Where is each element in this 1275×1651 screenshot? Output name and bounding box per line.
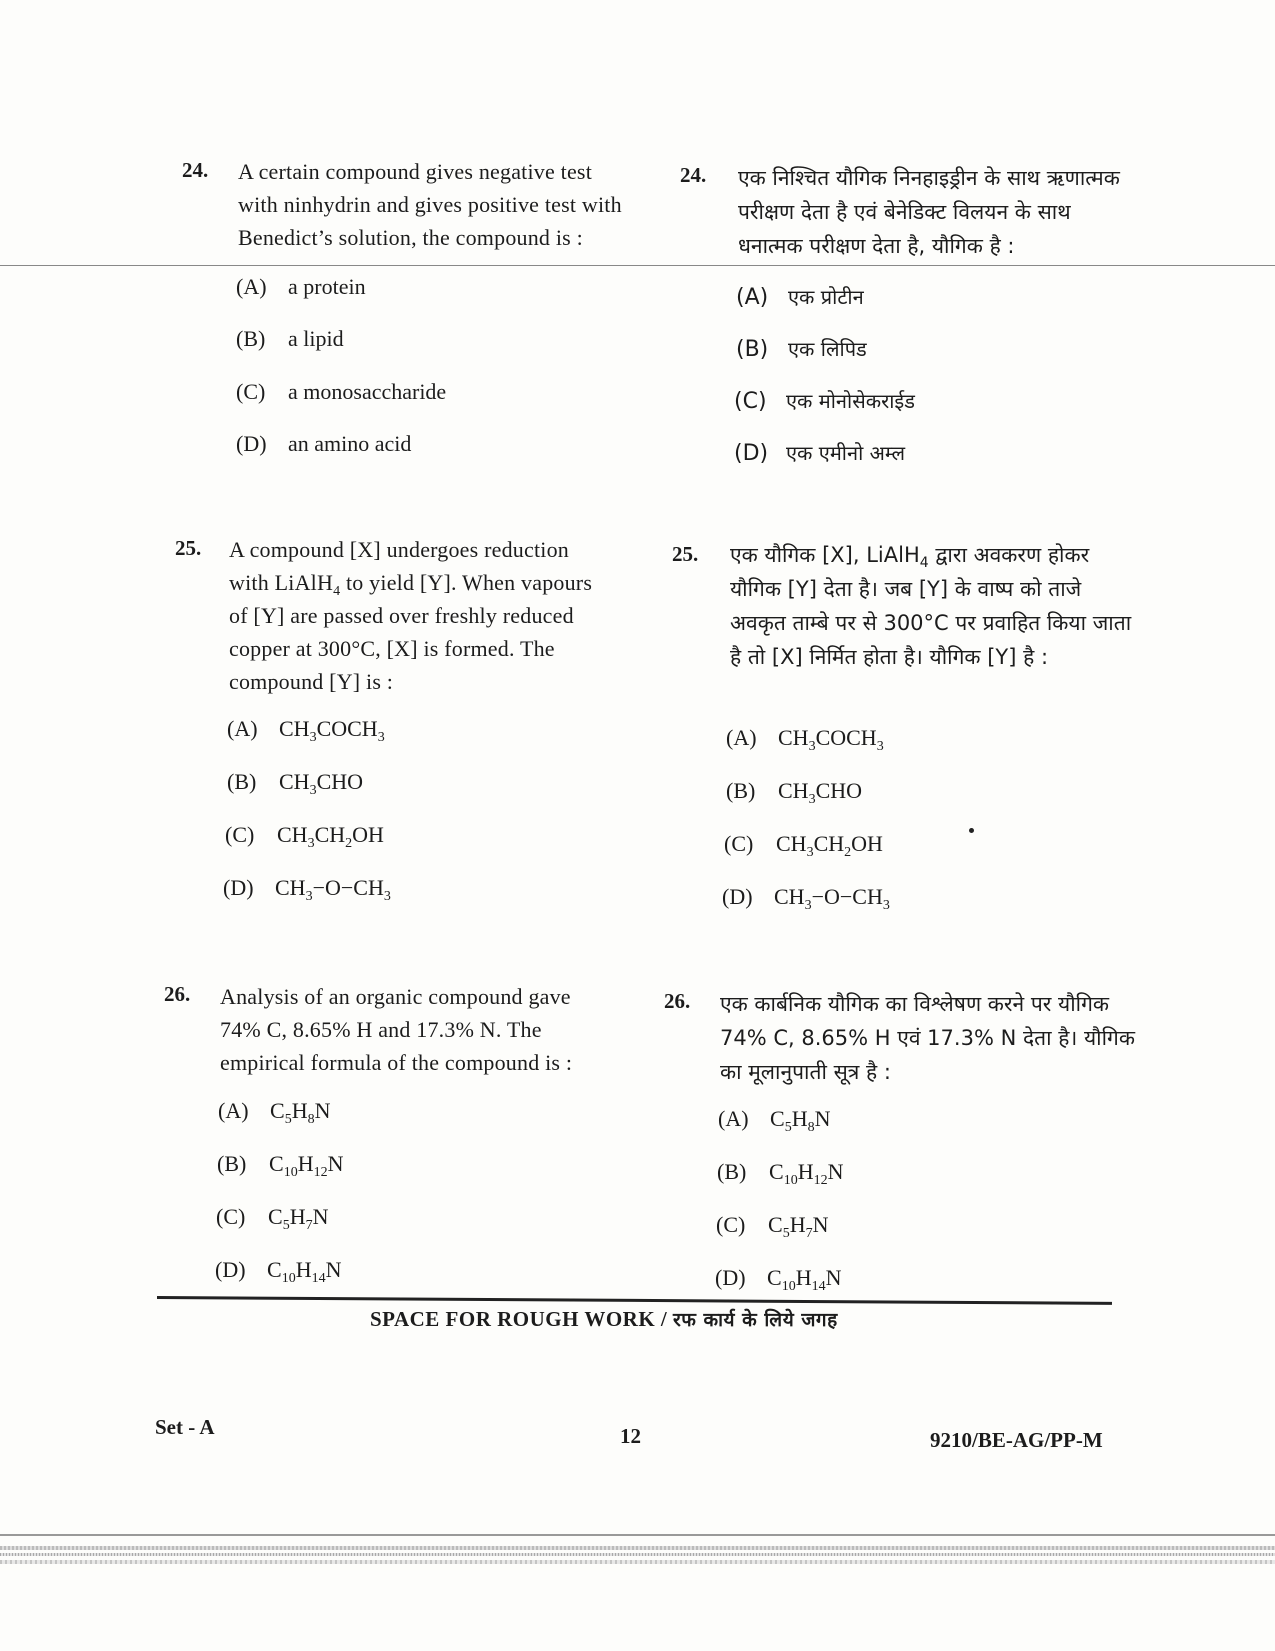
stem-line: copper at 300°C, [X] is formed. The [229,636,555,661]
subscript: 12 [313,1165,328,1180]
formula-part: N [314,1098,331,1123]
subscript: 3 [804,898,812,913]
subscript: 3 [806,845,814,860]
option-label: (A) [236,274,267,299]
formula-part: C [770,1106,785,1131]
formula-part: C [267,1257,282,1282]
stem-line: 74% C, 8.65% H एवं 17.3% N देता है। यौगिक [720,1026,1135,1050]
q25-option-b-hi[interactable] [726,778,863,807]
q24-option-a[interactable] [236,274,366,300]
subscript: 10 [783,1173,798,1188]
formula-part: N [312,1204,329,1229]
q24-option-d[interactable] [236,431,411,457]
option-label: (C) [724,831,754,856]
option-label: (C) [734,389,767,414]
q24-stem-en [238,155,648,254]
rough-work-label [370,1306,838,1332]
option-label: (B) [726,778,756,803]
stem-text: to yield [Y]. When vapours [340,570,593,595]
q24-option-b-hi[interactable] [736,335,867,362]
option-text: a monosaccharide [288,379,447,404]
stem-line: है तो [X] निर्मित होता है। यौगिक [Y] है : [730,645,1049,669]
option-label: (D) [223,875,254,900]
subscript: 8 [307,1112,315,1127]
option-label: (A) [227,716,258,741]
option-label: (B) [227,769,257,794]
formula-part: CH [776,831,807,856]
option-label: (D) [215,1257,246,1282]
q25-option-c[interactable] [225,822,384,851]
q26-stem-hi [720,987,1140,1089]
formula-part: CH [275,875,306,900]
stem-line: Analysis of an organic compound gave [220,984,571,1009]
subscript: 7 [805,1226,813,1241]
subscript: 5 [784,1120,792,1135]
formula-part: CH [314,822,346,847]
subscript: 3 [876,739,884,754]
subscript: 14 [811,1279,826,1294]
formula-part: N [814,1106,831,1131]
stem-line: compound [Y] is : [229,669,394,694]
q26-option-b[interactable] [217,1151,344,1180]
formula-part: COCH [815,725,877,750]
page-number: 12 [620,1424,641,1448]
stem-line: धनात्मक परीक्षण देता है, यौगिक है : [738,234,1015,258]
formula-part: C [767,1265,782,1290]
q26-option-c[interactable] [216,1204,329,1233]
formula-part: H [791,1106,808,1131]
scan-edge [0,1553,1275,1556]
stem-line: यौगिक [Y] देता है। जब [Y] के वाष्प को ताजे [730,577,1082,601]
subscript: 10 [281,1271,296,1286]
q26-number: 26. [164,982,191,1006]
formula-part: H [291,1098,308,1123]
subscript: 7 [305,1218,313,1233]
formula-part: H [297,1151,314,1176]
option-label: (A) [736,285,769,310]
subscript: 3 [307,836,315,851]
option-label: (A) [718,1106,749,1131]
stem-line [730,538,1150,572]
formula-part: CH [813,831,845,856]
subscript: 3 [383,889,391,904]
formula-part: H [289,1204,306,1229]
scan-edge [0,1546,1275,1550]
option-text: an amino acid [288,431,412,456]
subscript: 3 [808,792,816,807]
option-label: (C) [216,1204,246,1229]
formula-part: CH [279,769,310,794]
formula-part: CH [279,716,310,741]
q25-number-hi: 25. [672,542,699,566]
stem-line: परीक्षण देता है एवं बेनेडिक्ट विलयन के साथ [738,200,1071,224]
q24-option-c-hi[interactable] [734,387,915,414]
formula-part: C [769,1159,784,1184]
option-text: एक मोनोसेकराईड [786,389,915,413]
q25-option-d[interactable] [223,875,391,904]
option-label: (C) [225,822,255,847]
option-label: (C) [236,379,266,404]
q26-option-d[interactable] [215,1257,342,1286]
option-label: (C) [716,1212,746,1237]
option-text: a lipid [288,326,344,351]
q25-option-a[interactable] [227,716,385,745]
stem-line: empirical formula of the compound is : [220,1050,573,1075]
q24-option-d-hi[interactable] [734,439,905,466]
q25-stem-en [229,533,639,698]
option-label: (D) [236,431,267,456]
subscript: 2 [345,836,353,851]
formula-part: C [270,1098,285,1123]
formula-part: C [269,1151,284,1176]
rough-work-hi: रफ कार्य के लिये जगह [673,1309,838,1331]
rough-work-en: SPACE FOR ROUGH WORK / [370,1307,668,1331]
option-label: (B) [736,337,769,362]
formula-part: N [812,1212,829,1237]
formula-part: C [268,1204,283,1229]
rough-work-divider [157,1296,1112,1305]
stem-line: 74% C, 8.65% H and 17.3% N. The [220,1017,542,1042]
option-label: (A) [726,725,757,750]
scan-edge [0,1560,1275,1564]
option-text: एक प्रोटीन [788,285,864,309]
subscript: 4 [333,584,341,599]
formula-part: H [295,1257,312,1282]
subscript: 3 [882,898,890,913]
subscript: 8 [807,1120,815,1135]
stem-line [229,566,639,599]
formula-part: CHO [316,769,364,794]
q26-option-d-hi[interactable] [715,1265,842,1294]
stem-text: द्वारा अवकरण होकर [928,543,1090,567]
q24-option-c[interactable] [236,379,446,405]
formula-part: H [797,1159,814,1184]
q24-number: 24. [182,158,209,182]
stem-line: Benedict’s solution, the compound is : [238,225,583,250]
formula-part: OH [851,831,883,856]
formula-part: N [327,1151,344,1176]
q25-option-d-hi[interactable] [722,884,890,913]
subscript: 3 [309,730,317,745]
stem-text: with LiAlH [229,570,334,595]
formula-part: −O−CH [811,884,883,909]
option-text: a protein [288,274,366,299]
stem-line: of [Y] are passed over freshly reduced [229,603,574,628]
subscript: 3 [808,739,816,754]
q24-stem-hi [738,161,1158,263]
subscript: 3 [377,730,385,745]
stem-line: एक कार्बनिक यौगिक का विश्लेषण करने पर यौगिक [720,992,1110,1016]
q24-number-hi: 24. [680,163,707,187]
q25-option-b[interactable] [227,769,364,798]
ink-dot [969,828,974,833]
subscript: 14 [311,1271,326,1286]
formula-part: −O−CH [312,875,384,900]
subscript: 2 [844,845,852,860]
stem-line: A compound [X] undergoes reduction [229,537,569,562]
formula-part: CH [774,884,805,909]
formula-part: CH [778,725,809,750]
subscript: 10 [781,1279,796,1294]
set-label: Set - A [155,1415,215,1439]
option-label: (A) [218,1098,249,1123]
option-text: एक एमीनो अम्ल [786,441,906,465]
scan-line [0,265,1275,266]
q26-option-a-hi[interactable] [718,1106,831,1135]
option-label: (B) [236,326,266,351]
option-label: (D) [722,884,753,909]
subscript: 5 [284,1112,292,1127]
q26-option-c-hi[interactable] [716,1212,829,1241]
scan-edge [0,1534,1275,1536]
subscript: 3 [305,889,313,904]
subscript: 4 [919,555,929,571]
stem-line: अवकृत ताम्बे पर से 300°C पर प्रवाहित किया जाता [730,611,1132,635]
subscript: 12 [813,1173,828,1188]
stem-line: A certain compound gives negative test [238,159,593,184]
option-label: (D) [715,1265,746,1290]
formula-part: COCH [316,716,378,741]
stem-text: एक यौगिक [X], LiAlH [730,543,920,567]
q26-option-a[interactable] [218,1098,331,1127]
formula-part: C [768,1212,783,1237]
formula-part: H [795,1265,812,1290]
q25-stem-hi [730,538,1150,674]
option-label: (B) [217,1151,247,1176]
option-label: (B) [717,1159,747,1184]
q25-option-c-hi[interactable] [724,831,883,860]
stem-line: का मूलानुपाती सूत्र है : [720,1060,891,1084]
formula-part: N [827,1159,844,1184]
formula-part: OH [352,822,384,847]
formula-part: N [325,1257,342,1282]
formula-part: CHO [815,778,863,803]
q24-option-b[interactable] [236,326,344,352]
q26-stem-en [220,980,630,1079]
option-label: (D) [734,441,769,466]
subscript: 5 [782,1226,790,1241]
q26-option-b-hi[interactable] [717,1159,844,1188]
paper-code: 9210/BE-AG/PP-M [930,1428,1103,1452]
subscript: 5 [282,1218,290,1233]
q25-number: 25. [175,536,202,560]
option-text: एक लिपिड [788,337,867,361]
subscript: 10 [283,1165,298,1180]
stem-line: with ninhydrin and gives positive test with [238,192,622,217]
formula-part: CH [778,778,809,803]
q25-option-a-hi[interactable] [726,725,884,754]
q26-number-hi: 26. [664,989,691,1013]
formula-part: H [789,1212,806,1237]
formula-part: CH [277,822,308,847]
subscript: 3 [309,783,317,798]
formula-part: N [825,1265,842,1290]
stem-line: एक निश्चित यौगिक निनहाइड्रीन के साथ ऋणात्मक [738,166,1120,190]
q24-option-a-hi[interactable] [736,283,864,310]
